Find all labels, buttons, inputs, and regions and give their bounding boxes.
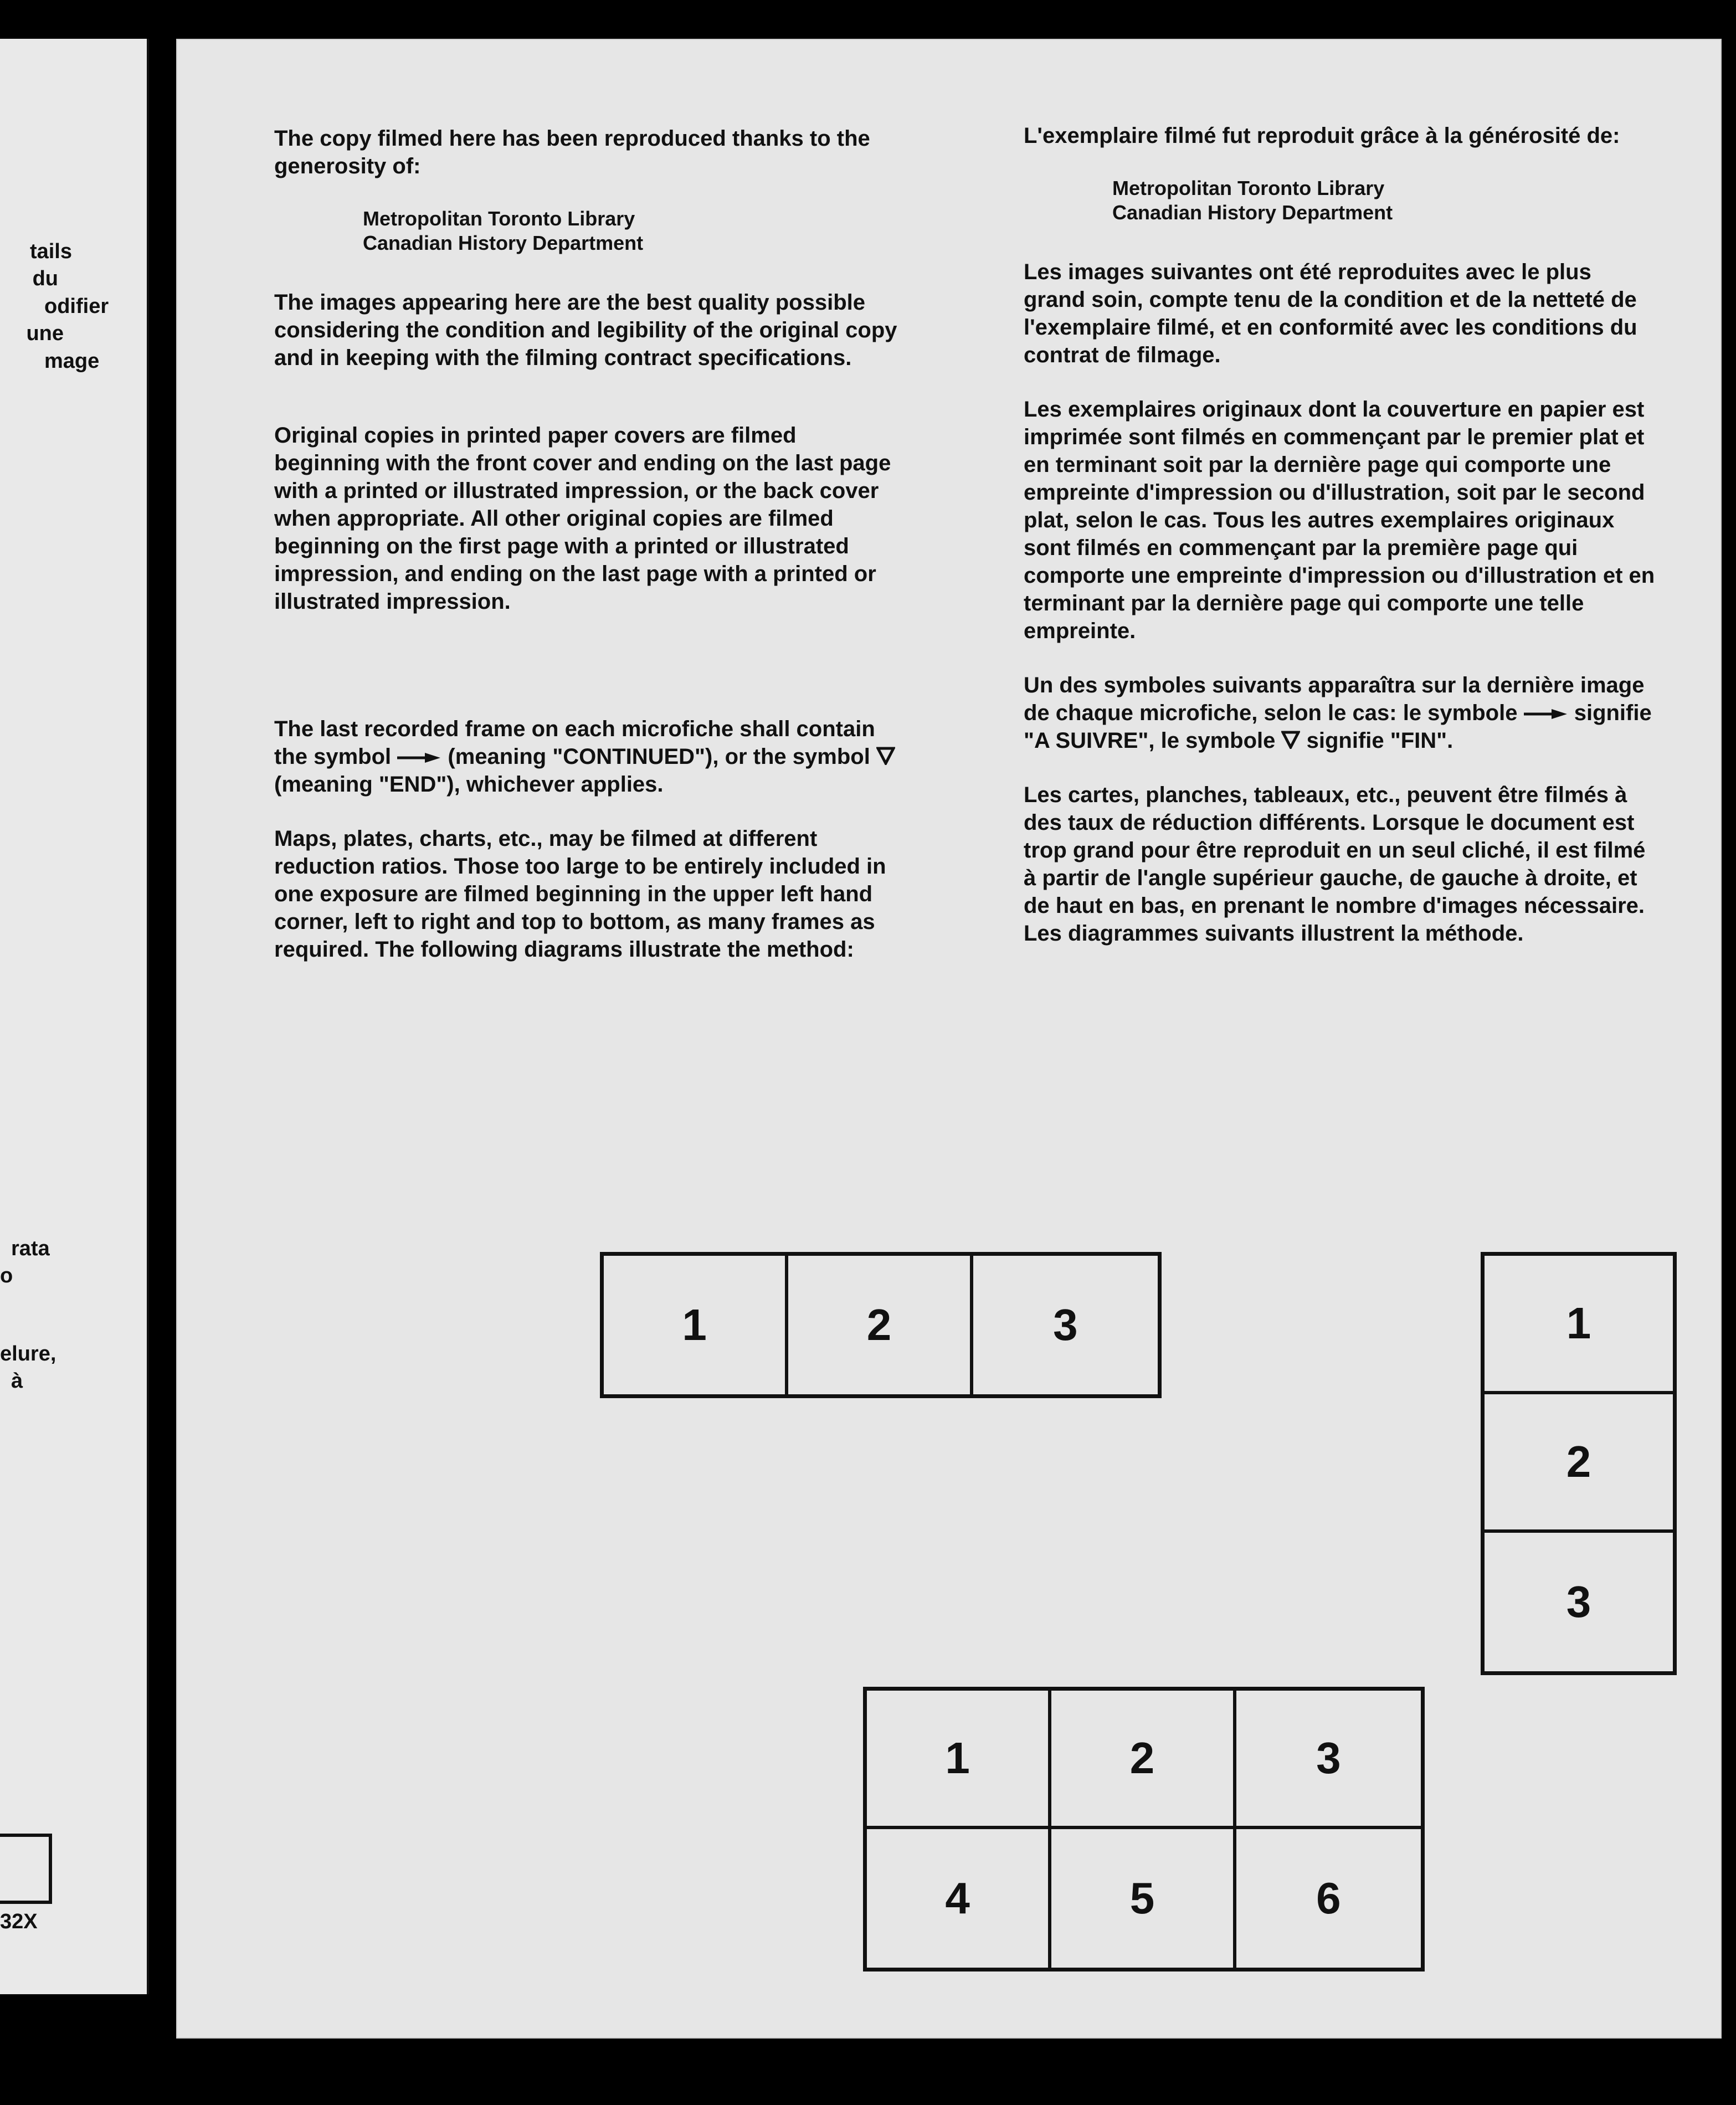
fragment-box <box>0 1834 52 1904</box>
english-paragraph-maps: Maps, plates, charts, etc., may be filmed at different reduction ratios. Those too large to be entirely included in one exposure are filmed beginning in the upper left hand corner, left to right and top to bottom, as many frames as required. The following diagrams illustrate the method: <box>274 826 886 962</box>
french-paragraph-originals: Les exemplaires originaux dont la couverture en papier est imprimée sont filmés en commençant par le premier plat et en terminant soit par la dernière page qui comporte une empreinte d'impression ou d'illustration, soit par le second plat, selon le cas. Tous les autres exemplaires originaux sont filmés en commençant par la première page qui comporte une empreinte d'impression ou d'illustration et en terminant par la dernière page qui comporte une telle empreinte. <box>1024 397 1655 643</box>
frame-cell: 3 <box>1566 1577 1591 1626</box>
french-paragraph-symbols: Un des symboles suivants apparaîtra sur la dernière image de chaque microfiche, selon le cas: le symbole signifie "A SUIVRE", le symbole signifie "FIN". <box>1024 673 1652 753</box>
fragment-text-mid: rata o <box>0 1237 50 1288</box>
english-paragraph-quality: The images appearing here are the best quality possible considering the condition and legibility of the original copy and in keeping with the filming contract specifications. <box>274 290 897 370</box>
fragment-bottom-label: 32X <box>0 1910 38 1933</box>
french-column <box>1024 122 1655 974</box>
frame-cell: 2 <box>1485 1394 1673 1533</box>
frame-cell: 1 <box>1485 1256 1673 1394</box>
french-paragraph-quality: Les images suivantes ont été reproduites avec le plus grand soin, compte tenu de la condition et de la netteté de l'exemplaire filmé, et en conformité avec les conditions du contrat de filmage. <box>1024 260 1637 367</box>
frame-cell: 2 <box>1051 1691 1236 1829</box>
library-name: Metropolitan Toronto Library <box>1112 177 1385 199</box>
french-library-block <box>1112 176 1655 225</box>
english-paragraph-originals: Original copies in printed paper covers are filmed beginning with the front cover and ending on the last page with a printed or illustrated impression, or the back cover when appropriate. All other original copies are filmed beginning on the first page with a printed or illustrated impression, and ending on the last page with a printed or illustrated impression. <box>274 423 891 614</box>
french-paragraph-thanks: L'exemplaire filmé fut reproduit grâce à la générosité de: <box>1024 124 1620 148</box>
fragment-text-top: tails du odifier une mage <box>26 240 109 373</box>
frame-cell: 1 <box>867 1691 1051 1829</box>
grid-frames-diagram <box>863 1687 1425 1971</box>
frame-cell: 2 <box>788 1256 973 1394</box>
french-paragraph-maps: Les cartes, planches, tableaux, etc., peuvent être filmés à des taux de réduction différents. Lorsque le document est trop grand pour être reproduit en un seul cliché, il est filmé à partir de l'angle supérieur gauche, de gauche à droite, et de haut en bas, en prenant le nombre d'images nécessaire. Les diagrammes suivants illustrent la méthode. <box>1024 783 1646 946</box>
frame-cell: 5 <box>1051 1829 1236 1968</box>
english-column <box>274 125 906 990</box>
library-department: Canadian History Department <box>363 232 644 254</box>
frame-cell: 1 <box>604 1256 788 1394</box>
frame-cell: 3 <box>1236 1691 1421 1829</box>
end-triangle-icon <box>1281 730 1300 749</box>
english-library-block <box>363 207 906 255</box>
vertical-frames-diagram <box>1481 1252 1677 1675</box>
frame-cell: 6 <box>1316 1873 1341 1923</box>
end-triangle-icon <box>876 746 895 765</box>
fragment-text-low: elure, à <box>0 1342 57 1393</box>
continued-arrow-icon <box>1524 708 1568 720</box>
library-name: Metropolitan Toronto Library <box>363 207 635 230</box>
document-page <box>176 39 1722 2039</box>
library-department: Canadian History Department <box>1112 201 1393 224</box>
previous-page-fragment <box>0 39 149 1994</box>
frame-cell: 3 <box>1053 1300 1078 1349</box>
continued-arrow-icon <box>397 752 441 763</box>
frame-cell: 4 <box>867 1829 1051 1968</box>
english-paragraph-symbols: The last recorded frame on each microfiche shall contain the symbol (meaning "CONTINUED"), or the symbol (meaning "END"), whichever applies. <box>274 715 906 798</box>
english-paragraph-thanks: The copy filmed here has been reproduced thanks to the generosity of: <box>274 126 870 178</box>
horizontal-frames-diagram <box>600 1252 1162 1398</box>
